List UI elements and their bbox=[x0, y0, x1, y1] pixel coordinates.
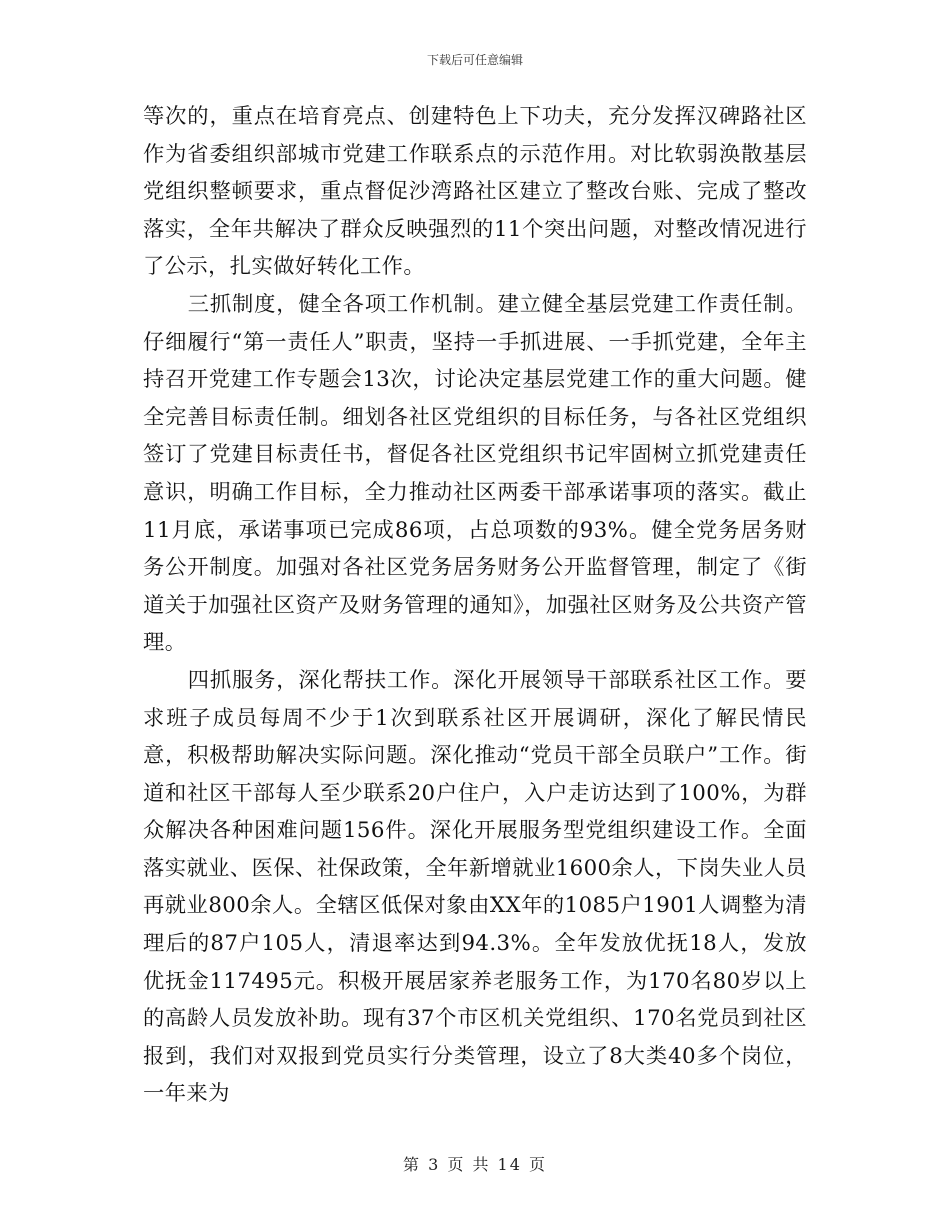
paragraph-system: 三抓制度，健全各项工作机制。建立健全基层党建工作责任制。仔细履行“第一责任人”职责，坚持一手抓进展、一手抓党建，全年主持召开党建工作专题会13次，讨论决定基层党建工作的重大问题。健全完善目标责任制。细划各社区党组织的目标任务，与各社区党组织签订了党建目标责任书，督促各社区党组织书记牢固树立抓党建责任意识，明确工作目标，全力推动社区两委干部承诺事项的落实。截止11月底，承诺事项已完成86项，占总项数的93%。健全党务居务财务公开制度。加强对各社区党务居务财务公开监督管理，制定了《街道关于加强社区资产及财务管理的通知》，加强社区财务及公共资产管理。 bbox=[143, 291, 807, 656]
page-number-footer: 第 3 页 共 14 页 bbox=[403, 1155, 547, 1174]
page-header: 下载后可任意编辑 bbox=[426, 53, 523, 67]
paragraph-service: 四抓服务，深化帮扶工作。深化开展领导干部联系社区工作。要求班子成员每周不少于1次到联系社区开展调研，深化了解民情民意，积极帮助解决实际问题。深化推动“党员干部全员联户”工作。街道和社区干部每人至少联系20户住户，入户走访达到了100%，为群众解决各种困难问题156件。深化开展服务型党组织建设工作。全面落实就业、医保、社保政策，全年新增就业1600余人，下岗失业人员再就业800余人。全辖区低保对象由XX年的1085户1901人调整为清理后的87户105人，清退率达到94.3%。全年发放优抚18人，发放优抚金117495元。积极开展居家养老服务工作，为170名80岁以上的高龄人员发放补助。现有37个市区机关党组织、170名党员到社区报到，我们对双报到党员实行分类管理，设立了8大类40多个岗位，一年来为 bbox=[143, 667, 807, 1107]
paragraph-continuation: 等次的，重点在培育亮点、创建特色上下功夫，充分发挥汉碑路社区作为省委组织部城市党建工作联系点的示范作用。对比软弱涣散基层党组织整顿要求，重点督促沙湾路社区建立了整改台账、完成了整改落实，全年共解决了群众反映强烈的11个突出问题，对整改情况进行了公示，扎实做好转化工作。 bbox=[143, 104, 807, 280]
document-body bbox=[143, 98, 807, 1113]
